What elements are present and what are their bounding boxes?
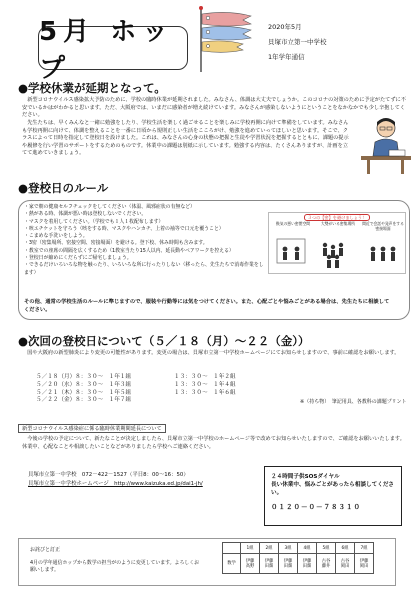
table-header-row: [223, 543, 374, 554]
teacher-cell: 古谷 岡田: [336, 554, 355, 574]
class-header: 1組: [241, 543, 260, 554]
rule-item: ・マスクを着用してください。（学校でも１人１枚配布します）: [24, 218, 164, 225]
schedule-row: ５／２０（水）８：３０～ １年３組: [36, 381, 132, 388]
header-meta: [268, 20, 327, 65]
three-cs-caption-1: 換気の悪い密閉空間: [275, 221, 311, 226]
rule-item: ・こまめな手洗いをしよう。: [24, 233, 88, 240]
notice-paragraph: [22, 436, 410, 451]
next-day-intro-text: 国や大阪府の新型肺炎により変更の可能性があります。変更の場合は、貝塚市立第一中学校ホームページにてお知らせしますので、事前に確認をお願いします。: [27, 350, 400, 356]
correction-text: 4月の学年通信ホップから数学の担当がのように変更しています。よろしくお願いします。: [30, 560, 200, 573]
newsletter-name: 1年学年通信: [268, 53, 305, 61]
schedule-row: １３：３０～ １年２組: [174, 374, 236, 380]
section-heading-closure: ●学校休業が延期となって。: [18, 81, 166, 95]
section-heading-rules: ●登校日のルール: [18, 181, 109, 195]
bring-items-note: ※（持ち物） 筆記用具、各教科の課題プリント: [300, 399, 407, 405]
rule-item: ・家で朝の健康セルフチェックをしてください（体温、風邪症状の有無など）: [24, 204, 196, 210]
closure-paragraph-2: [22, 120, 350, 158]
schedule-row: ５／１８（月）８：３０～ １年１組: [36, 374, 132, 380]
class-header: 5組: [317, 543, 336, 554]
teacher-cell: 伊藤 田畑: [279, 554, 298, 574]
schedule-morning: [36, 374, 131, 405]
three-cs-illustration: [268, 212, 406, 274]
rule-item: ・3密（密集場所、密接空間、密接場面）を避ける。登下校、休み時間も含みます。: [24, 240, 208, 247]
teacher-cell: 伊藤 高野: [241, 554, 260, 574]
closure-text-1: 新型コロナウイルス感染拡大予防のために、学校の臨時休業が延期されました。みなさん、体調は大丈夫でしょうか。このコロナの対策のために予定がたてずに不安でいるかはがわかると思います。ただ、大阪府では、いまだに感染者が増え続けています。みなさんが感染しないようにということをなかなかでも少し辛抱してください。: [22, 97, 406, 119]
sos-dial-box: [264, 466, 402, 526]
class-header: 4組: [298, 543, 317, 554]
school-website-link[interactable]: 貝塚市立第一中学校ホームページ http://www.kaizuka.ed.jp/dai1-jh/: [28, 481, 203, 487]
rules-closing: その他、通常の学校生活のルールに準じますので、服装や行動等には気をつけてください。また、心配ごとや悩みごとがある場合は、先生たちに相談してください。: [24, 299, 390, 313]
rule-item: ・登校日が縮めにくだらずにご帰宅しましょう。: [24, 255, 132, 262]
section-heading-next-day: ●次回の登校日について（５／１８（月）～２２（金））: [18, 334, 310, 348]
teacher-cell: 伊藤 田畑: [298, 554, 317, 574]
math-teacher-table: [222, 542, 374, 574]
schedule-row: ５／２２（金）８：３０～ １年７組: [36, 397, 132, 404]
three-cs-caption-3: 間近で会話や発声をする密接場面: [362, 221, 404, 231]
schedule-row: １３：３０～ １年６組: [174, 389, 236, 396]
rule-item: ・できるだけいろいろな物を触ったり、いろいろな所に行ったりしない（移ったら、先生たちで消毒作業をします）: [24, 262, 264, 276]
table-row: [223, 554, 374, 574]
three-cs-title: ３つの【密】を避けましょう！: [304, 214, 371, 221]
sos-dial-number: ０１２０－０－７８３１０: [271, 503, 361, 511]
closure-paragraph-1: [22, 97, 410, 120]
rule-item: ・熱がある時、体調が悪い時は登校しないでください。: [24, 211, 147, 218]
sos-dial-text: 長い休業中、悩みごとがあったら相談してください。: [271, 482, 395, 496]
title-box: [38, 17, 188, 84]
subject-label: 数学: [223, 554, 241, 574]
school-name: 貝塚市立第一中学校: [268, 38, 327, 46]
schedule-row: １３：３０～ １年４組: [174, 381, 236, 388]
three-cs-caption-2: 大勢がいる密集場所: [320, 221, 356, 226]
teacher-cell: 古谷 藤井: [317, 554, 336, 574]
correction-title: お詫びと訂正: [30, 547, 61, 553]
rules-list: [24, 204, 264, 277]
rule-item: ・咳エチケットを守ろう（咳をする時、マスクやハンカチ、上着の袖等で口元を覆うこと）: [24, 225, 224, 232]
closure-text-2: 先生たちは、早くみんなと一緒に勉強をしたり、学校生活を楽しく過ごせることを楽しみに学校再開に向けて準備をしています。みなさんも学校再開に向けて、体調を整えることを一番に日頃から規則正しい生活をこころがけ、勉強を進めていってほしいと思います。そこで、クラスによって日時を指定して登校日を設けました。これは、みなさんの心身の状態の把握と生徒や学習状況を把握するとともに、課題の提示や履修を行い学習のサポートをするためのものです。休業中の課題は別紙に示しています。勉強する内容は、たくさんありますが、計画を立てて進めていきましょう。: [22, 120, 349, 157]
sos-dial-title: ２４時間子供SOSダイヤル: [271, 474, 340, 480]
next-day-intro: [22, 350, 410, 358]
people-icons: [269, 235, 407, 273]
schedule-afternoon: [174, 374, 236, 397]
class-header: 3組: [279, 543, 298, 554]
notice-text: 今後の学校の予定について、新たなことが決定しましたら、貝塚市立第一中学校のホームページ等で改めてお知らせいたしますので、ご確認をお願いいたします。休業中、心配なことや相談したいことなどがありましたら学校へご連絡ください。: [22, 436, 405, 450]
teacher-cell: 伊藤 田畑: [260, 554, 279, 574]
class-header: 2組: [260, 543, 279, 554]
schedule-row: ５／２１（木）８：３０～ １年５組: [36, 389, 132, 396]
teacher-cell: 伊藤 岡田: [355, 554, 374, 574]
carp-streamer-illustration: [195, 4, 255, 74]
teacher-at-desk-illustration: [355, 112, 415, 176]
class-header: 6組: [336, 543, 355, 554]
issue-date: 2020年5月: [268, 23, 302, 31]
rule-item: ・教室での座席の間隔を広くするため（1教室当たり15人以内、延長動やペアワークを控える）: [24, 247, 234, 254]
class-header: 7組: [355, 543, 374, 554]
page-title: 5月 ホップ: [39, 17, 175, 84]
contact-phone: 貝塚市立第一中学校 072－422－1527（平日8：00～16：50）: [28, 472, 189, 478]
contact-web: [28, 481, 264, 489]
notice-title: 新型コロナウイルス感染症に係る臨時休業期間延長について: [18, 424, 166, 433]
